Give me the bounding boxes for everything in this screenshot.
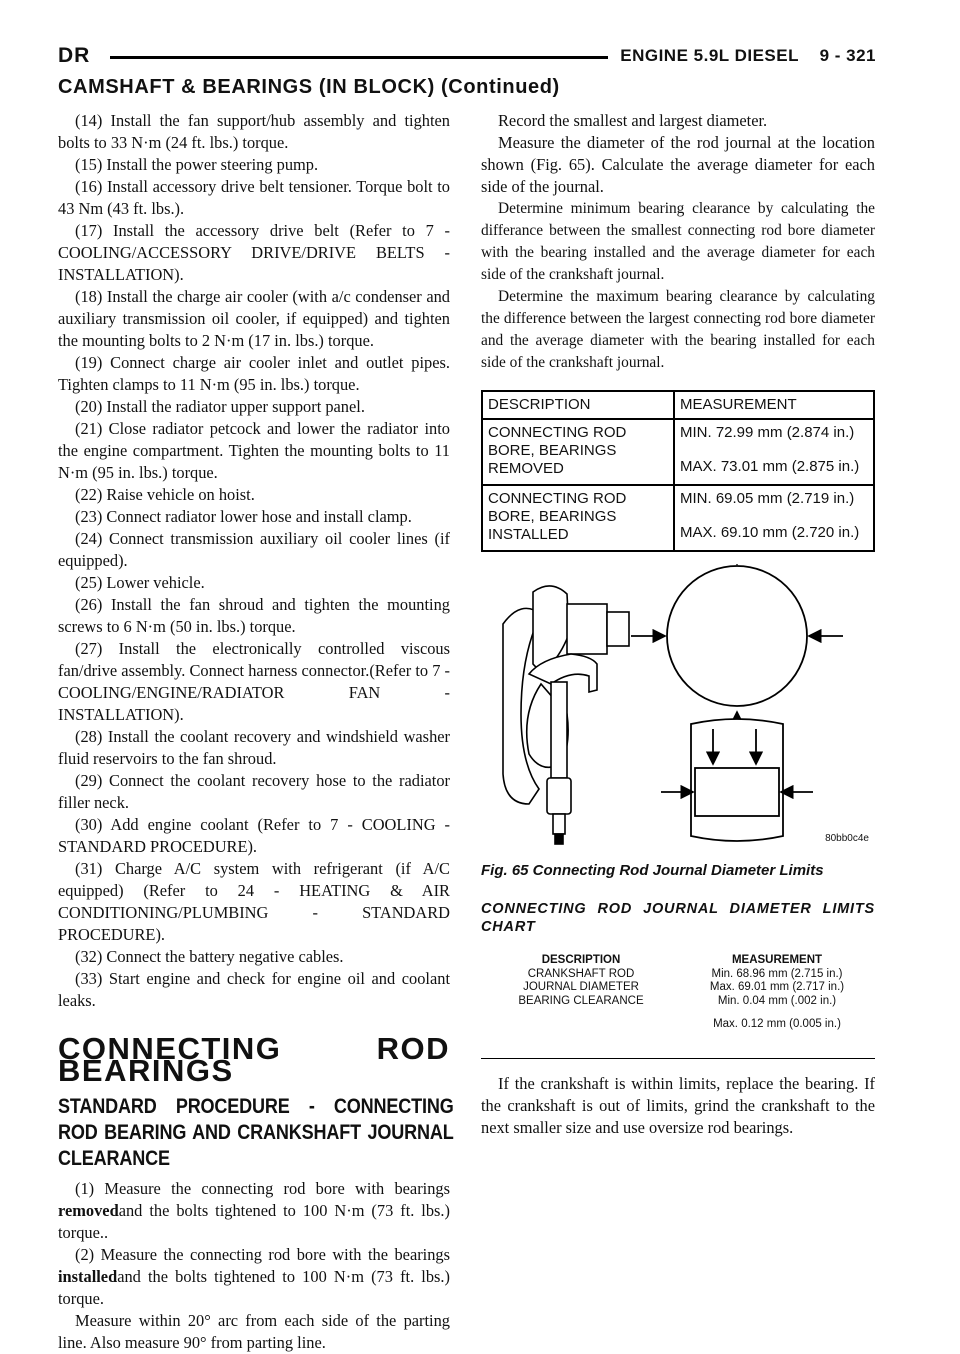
right-column (481, 110, 875, 1139)
procedure-title: STANDARD PROCEDURE - CONNECTING ROD BEARING AND CRANKSHAFT JOURNAL CLEARANCE (58, 1095, 454, 1170)
step-text: and the bolts tightened to 100 N·m (73 ft. lbs.) torque. (58, 1267, 450, 1308)
step: (16) Install accessory drive belt tensioner. Torque bolt to 43 Nm (43 ft. lbs.). (58, 177, 450, 218)
table-header-row (482, 391, 874, 419)
paragraph: Determine minimum bearing clearance by calculating the differance between the smallest connecting rod bore diameter with the bearing installed and the average diameter for each side of the crankshaft journal. (481, 200, 875, 283)
column-header: MEASUREMENT (674, 391, 874, 419)
step: (18) Install the charge air cooler (with a/c condenser and auxiliary transmission oil cooler, if equipped) and tighten the mounting bolts to 2 N·m (17 in. lbs.) torque. (58, 287, 450, 350)
paragraph: Measure the diameter of the rod journal at the location shown (Fig. 65). Calculate the average diameter for each side of the journal. (481, 133, 875, 196)
journal-chart-title: CONNECTING ROD JOURNAL DIAMETER LIMITS CHART (481, 901, 875, 935)
measurement-cell: Min. 68.96 mm (2.715 in.) (711, 967, 843, 980)
column-header: DESCRIPTION (482, 391, 674, 419)
min-value: MIN. 69.05 mm (2.719 in.) (680, 490, 855, 507)
procedure-note: Measure within 20° arc from each side of the parting line. Also measure 90° from parting line. (58, 1311, 450, 1352)
procedure-step-2 (58, 1244, 450, 1310)
step: (23) Connect radiator lower hose and install clamp. (75, 507, 412, 526)
measurement-cell: Min. 0.04 mm (.002 in.) (717, 994, 837, 1007)
step: (30) Add engine coolant (Refer to 7 - COOLING - STANDARD PROCEDURE). (58, 815, 450, 856)
description-column (481, 954, 681, 1008)
table-row (482, 485, 874, 551)
step: (28) Install the coolant recovery and windshield washer fluid reservoirs to the fan shroud. (58, 727, 450, 768)
step: (22) Raise vehicle on hoist. (75, 485, 255, 504)
column-header: MEASUREMENT (731, 954, 823, 966)
measurement-cell (674, 419, 874, 485)
description-cell: CONNECTING ROD BORE, BEARINGS REMOVED (482, 419, 674, 485)
step: (29) Connect the coolant recovery hose to the radiator filler neck. (58, 771, 450, 812)
page-reference: ENGINE 5.9L DIESEL 9 - 321 (620, 46, 876, 65)
journal-end-view-circle (667, 566, 807, 706)
measurement-cell (674, 485, 874, 551)
table-row (482, 419, 874, 485)
header-rule (110, 56, 608, 59)
description-cell: CONNECTING ROD BORE, BEARINGS INSTALLED (482, 485, 674, 551)
figure-id: 80bb0c4e (825, 833, 869, 844)
step: (15) Install the power steering pump. (75, 155, 319, 174)
step: (24) Connect transmission auxiliary oil cooler lines (if equipped). (58, 529, 450, 570)
closing-paragraph: If the crankshaft is within limits, replace the bearing. If the crankshaft is out of limits, grind the crankshaft to the next smaller size and use oversize rod bearings. (481, 1074, 875, 1137)
max-value: MAX. 69.10 mm (2.720 in.) (680, 524, 860, 541)
journal-diagram (631, 564, 843, 841)
max-value: MAX. 73.01 mm (2.875 in.) (680, 458, 860, 475)
description-cell: BEARING CLEARANCE (518, 994, 644, 1007)
step-text: (1) Measure the connecting rod bore with bearings (75, 1179, 450, 1198)
step: (17) Install the accessory drive belt (Refer to 7 - COOLING/ACCESSORY DRIVE/DRIVE BELTS - INSTALLATION). (58, 221, 450, 284)
procedure-step-1 (58, 1178, 450, 1244)
step: (21) Close radiator petcock and lower the radiator into the engine compartment. Tighten the mounting bolts to 11 N·m (95 in. lbs.) torque. (58, 419, 450, 482)
column-header: DESCRIPTION (541, 954, 621, 966)
bore-spec-table (481, 390, 875, 552)
step: (14) Install the fan support/hub assembly and tighten bolts to 33 N·m (24 ft. lbs.) torque. (58, 111, 450, 152)
min-value: MIN. 72.99 mm (2.874 in.) (680, 424, 855, 441)
step-text: and the bolts tightened to 100 N·m (73 ft. lbs.) torque.. (58, 1201, 450, 1242)
figure-caption: Fig. 65 Connecting Rod Journal Diameter Limits (481, 862, 824, 879)
step: (27) Install the electronically controlled viscous fan/drive assembly. Connect harness connector.(Refer to 7 - COOLING/ENGINE/RADIATOR FAN - INSTALLATION). (58, 639, 450, 724)
description-cell: CRANKSHAFT ROD JOURNAL DIAMETER (523, 967, 639, 993)
main-title: CONNECTING ROD BEARINGS (58, 1031, 450, 1088)
page-header (58, 44, 878, 70)
journal-limits-chart (481, 954, 875, 1059)
emphasis: installed (58, 1267, 118, 1286)
manual-code: DR (58, 44, 91, 67)
section-title: CAMSHAFT & BEARINGS (IN BLOCK) (Continued) (58, 76, 560, 98)
measurement-cell: Max. 69.01 mm (2.717 in.) (709, 981, 845, 993)
paragraph: Determine the maximum bearing clearance by calculating the difference between the largest connecting rod bore diameter and the average diameter with the bearing installed for each side of the crankshaft journal. (481, 288, 875, 371)
step: (31) Charge A/C system with refrigerant (if A/C equipped) (Refer to 24 - HEATING & AIR CONDITIONING/PLUMBING - STANDARD PROCEDURE). (58, 859, 450, 944)
measurement-cell: Max. 0.12 mm (0.005 in.) (713, 1018, 841, 1030)
step: (33) Start engine and check for engine oil and coolant leaks. (58, 969, 450, 1010)
left-column (58, 110, 454, 1354)
step: (20) Install the radiator upper support panel. (75, 397, 365, 416)
step: (32) Connect the battery negative cables. (75, 947, 344, 966)
step: (26) Install the fan shroud and tighten the mounting screws to 6 N·m (50 in. lbs.) torque. (58, 595, 450, 636)
measurement-column (679, 954, 875, 1032)
journal-measurement-illustration (481, 564, 875, 854)
crankshaft-drawing (503, 586, 629, 844)
step: (19) Connect charge air cooler inlet and outlet pipes. Tighten clamps to 11 N·m (95 in. lbs.) torque. (58, 353, 450, 394)
step: (25) Lower vehicle. (75, 573, 205, 592)
figure-65 (481, 564, 875, 854)
paragraph: Record the smallest and largest diameter. (498, 111, 768, 130)
step-text: (2) Measure the connecting rod bore with the bearings (75, 1245, 450, 1264)
emphasis: removed (58, 1201, 119, 1220)
